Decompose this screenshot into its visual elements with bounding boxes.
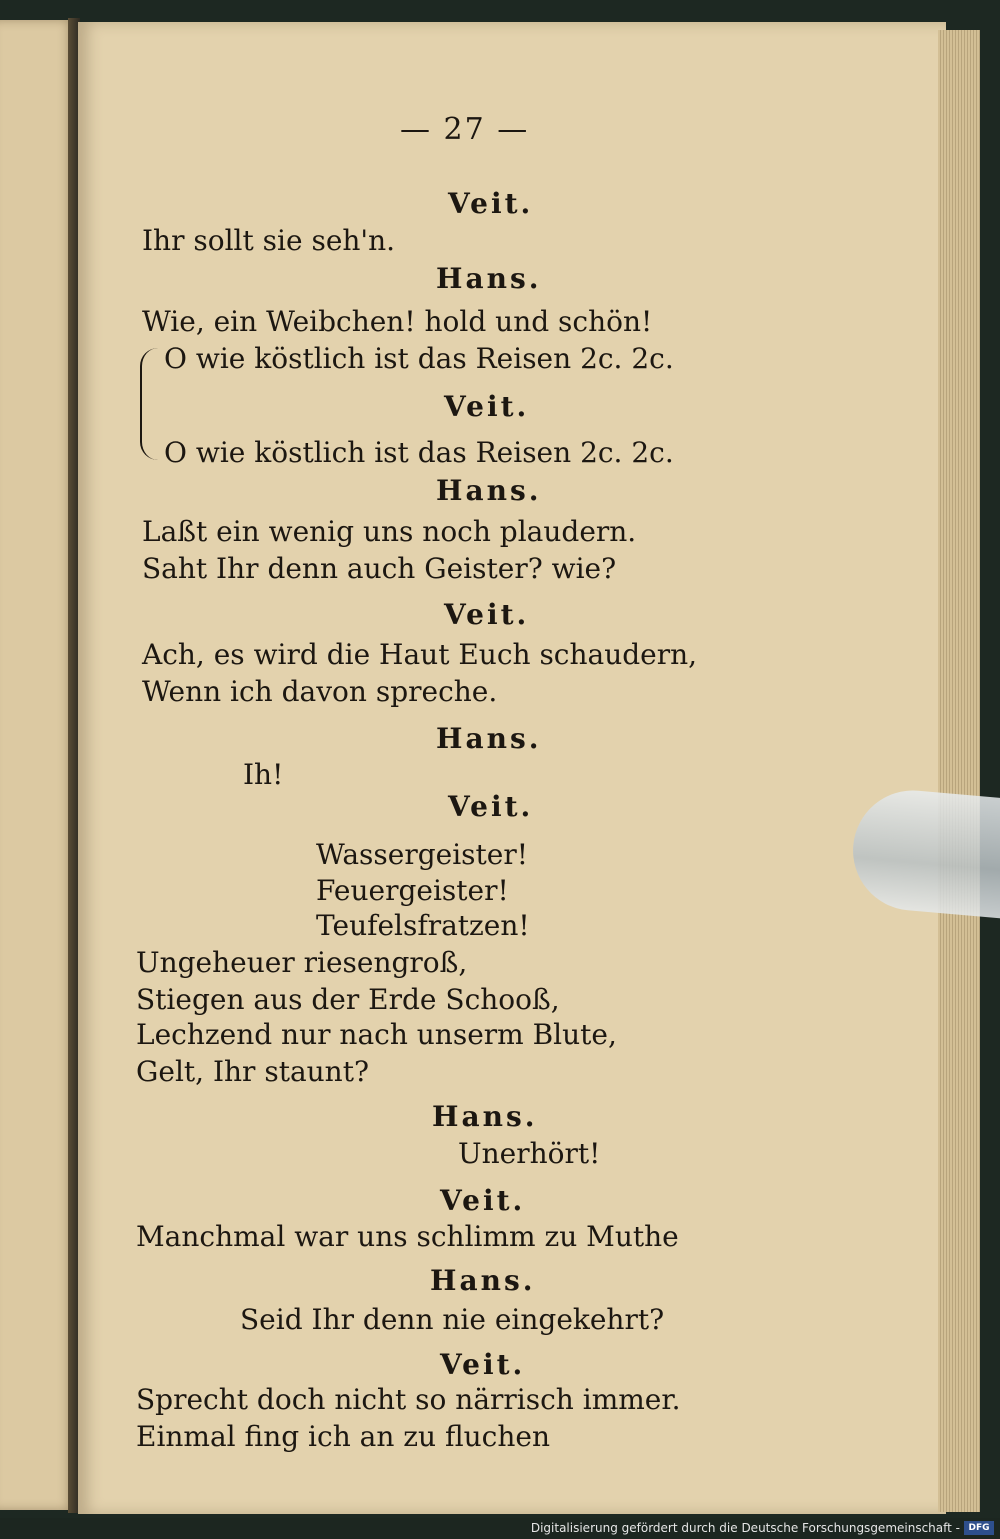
verse-line: Gelt, Ihr staunt? (136, 1055, 369, 1088)
verse-line: Feuergeister! (316, 874, 509, 907)
speaker-veit: Veit. (448, 790, 534, 823)
verse-line: Wie, ein Weibchen! hold und schön! (142, 305, 653, 338)
previous-page-edge (0, 20, 76, 1510)
speaker-hans: Hans. (432, 1100, 538, 1133)
verse-line: Manchmal war uns schlimm zu Muthe (136, 1220, 679, 1253)
speaker-veit: Veit. (444, 598, 530, 631)
speaker-hans: Hans. (436, 722, 542, 755)
speaker-veit: Veit. (448, 187, 534, 220)
verse-line: O wie köstlich ist das Reisen 2c. 2c. (164, 436, 674, 469)
verse-line: Saht Ihr denn auch Geister? wie? (142, 552, 617, 585)
verse-line: Ihr sollt sie seh'n. (142, 224, 396, 257)
verse-line: Teufelsfratzen! (316, 909, 530, 942)
speaker-hans: Hans. (430, 1264, 536, 1297)
verse-line: Ungeheuer riesengroß, (136, 946, 468, 979)
speaker-hans: Hans. (436, 262, 542, 295)
verse-line: Wassergeister! (316, 838, 529, 871)
speaker-hans: Hans. (436, 474, 542, 507)
verse-line: O wie köstlich ist das Reisen 2c. 2c. (164, 342, 674, 375)
verse-line: Stiegen aus der Erde Schooß, (136, 983, 560, 1016)
speaker-veit: Veit. (444, 390, 530, 423)
verse-line: Seid Ihr denn nie eingekehrt? (240, 1303, 665, 1336)
brace-mark (140, 348, 158, 460)
page-stack-edge (938, 30, 980, 1512)
verse-line: Einmal fing ich an zu fluchen (136, 1420, 550, 1453)
verse-line: Ach, es wird die Haut Euch schaudern, (142, 638, 698, 671)
verse-line: Unerhört! (458, 1137, 601, 1170)
funding-notice: Digitalisierung gefördert durch die Deutsche Forschungsgemeinschaft - (530, 1521, 960, 1535)
verse-line: Laßt ein wenig uns noch plaudern. (142, 515, 637, 548)
speaker-veit: Veit. (440, 1184, 526, 1217)
verse-line: Ih! (243, 758, 284, 791)
dfg-logo-icon: DFG (964, 1521, 994, 1535)
verse-line: Lechzend nur nach unserm Blute, (136, 1018, 617, 1051)
verse-line: Sprecht doch nicht so närrisch immer. (136, 1383, 681, 1416)
speaker-veit: Veit. (440, 1348, 526, 1381)
verse-line: Wenn ich davon spreche. (142, 675, 498, 708)
page-number: — 27 — (400, 112, 530, 147)
